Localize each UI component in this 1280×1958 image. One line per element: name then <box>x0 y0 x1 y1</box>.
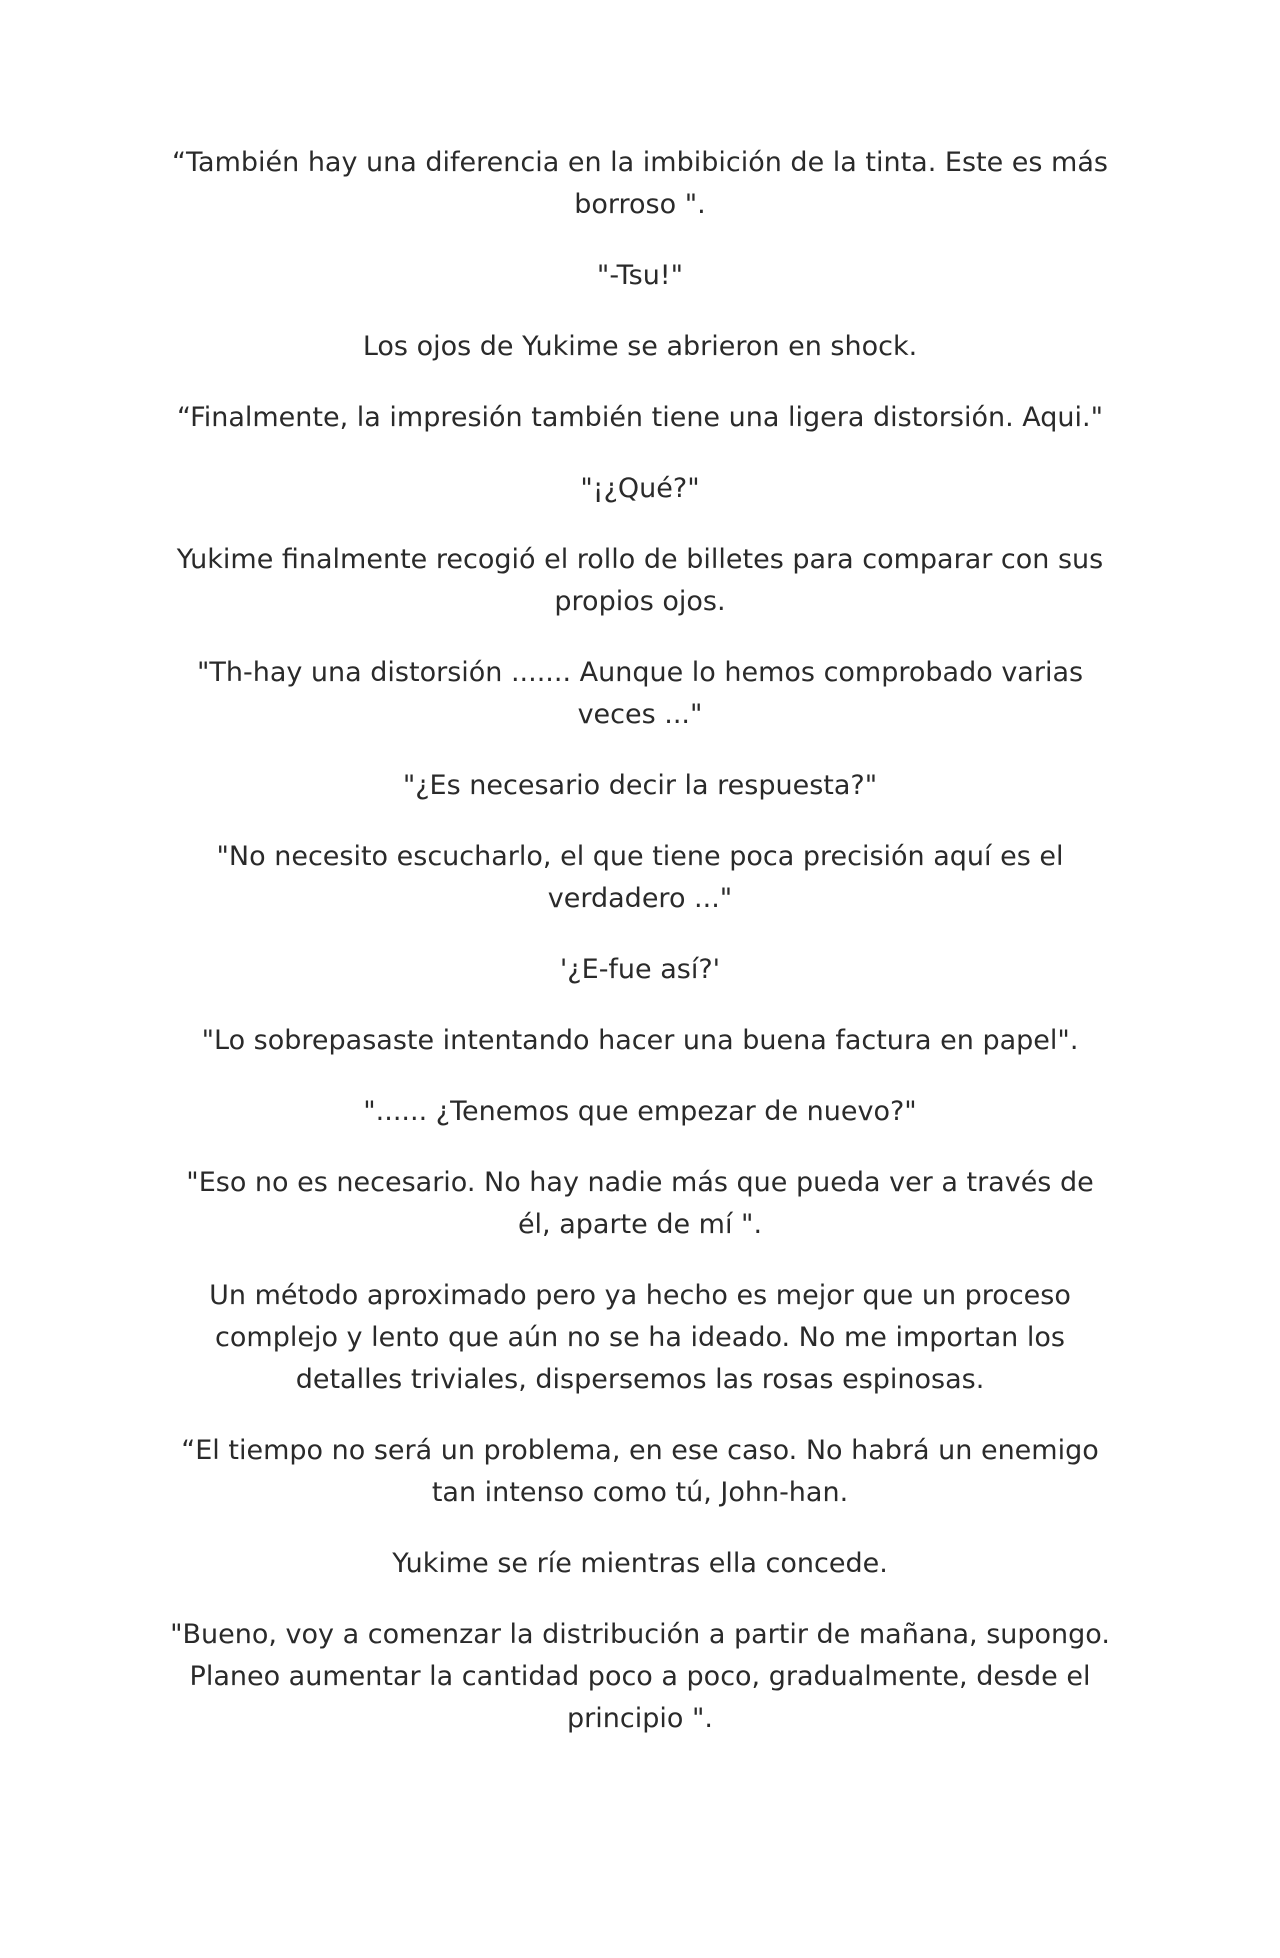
paragraph: “También hay una diferencia en la imbibición de la tinta. Este es más borroso ". <box>172 147 1108 220</box>
paragraph: Los ojos de Yukime se abrieron en shock. <box>362 331 918 362</box>
paragraph: "No necesito escucharlo, el que tiene poca precisión aquí es el verdadero ..." <box>216 841 1064 914</box>
paragraph: "¡¿Qué?" <box>580 473 700 504</box>
paragraph: "Eso no es necesario. No hay nadie más que pueda ver a través de él, aparte de mí ". <box>186 1167 1094 1240</box>
paragraph: Un método aproximado pero ya hecho es mejor que un proceso complejo y lento que aún no se ha ideado. No me importan los detalles triviales, dispersemos las rosas espinosas. <box>209 1280 1071 1395</box>
paragraph: “Finalmente, la impresión también tiene una ligera distorsión. Aqui." <box>177 402 1103 433</box>
paragraph: Yukime se ríe mientras ella concede. <box>392 1548 888 1579</box>
paragraph: "Lo sobrepasaste intentando hacer una buena factura en papel". <box>201 1025 1079 1056</box>
paragraph: “El tiempo no será un problema, en ese caso. No habrá un enemigo tan intenso como tú, John-han. <box>181 1435 1099 1508</box>
paragraph: "¿Es necesario decir la respuesta?" <box>402 770 878 801</box>
paragraph: "-Tsu!" <box>596 260 684 291</box>
paragraph: '¿E-fue así?' <box>559 954 721 985</box>
paragraph: "Th-hay una distorsión ....... Aunque lo hemos comprobado varias veces ..." <box>196 657 1084 730</box>
paragraph: Yukime finalmente recogió el rollo de billetes para comparar con sus propios ojos. <box>176 544 1104 617</box>
paragraph: "...... ¿Tenemos que empezar de nuevo?" <box>363 1096 917 1127</box>
document-body <box>170 142 1110 1769</box>
paragraph: "Bueno, voy a comenzar la distribución a partir de mañana, supongo. Planeo aumentar la cantidad poco a poco, gradualmente, desde el principio ". <box>170 1619 1110 1734</box>
